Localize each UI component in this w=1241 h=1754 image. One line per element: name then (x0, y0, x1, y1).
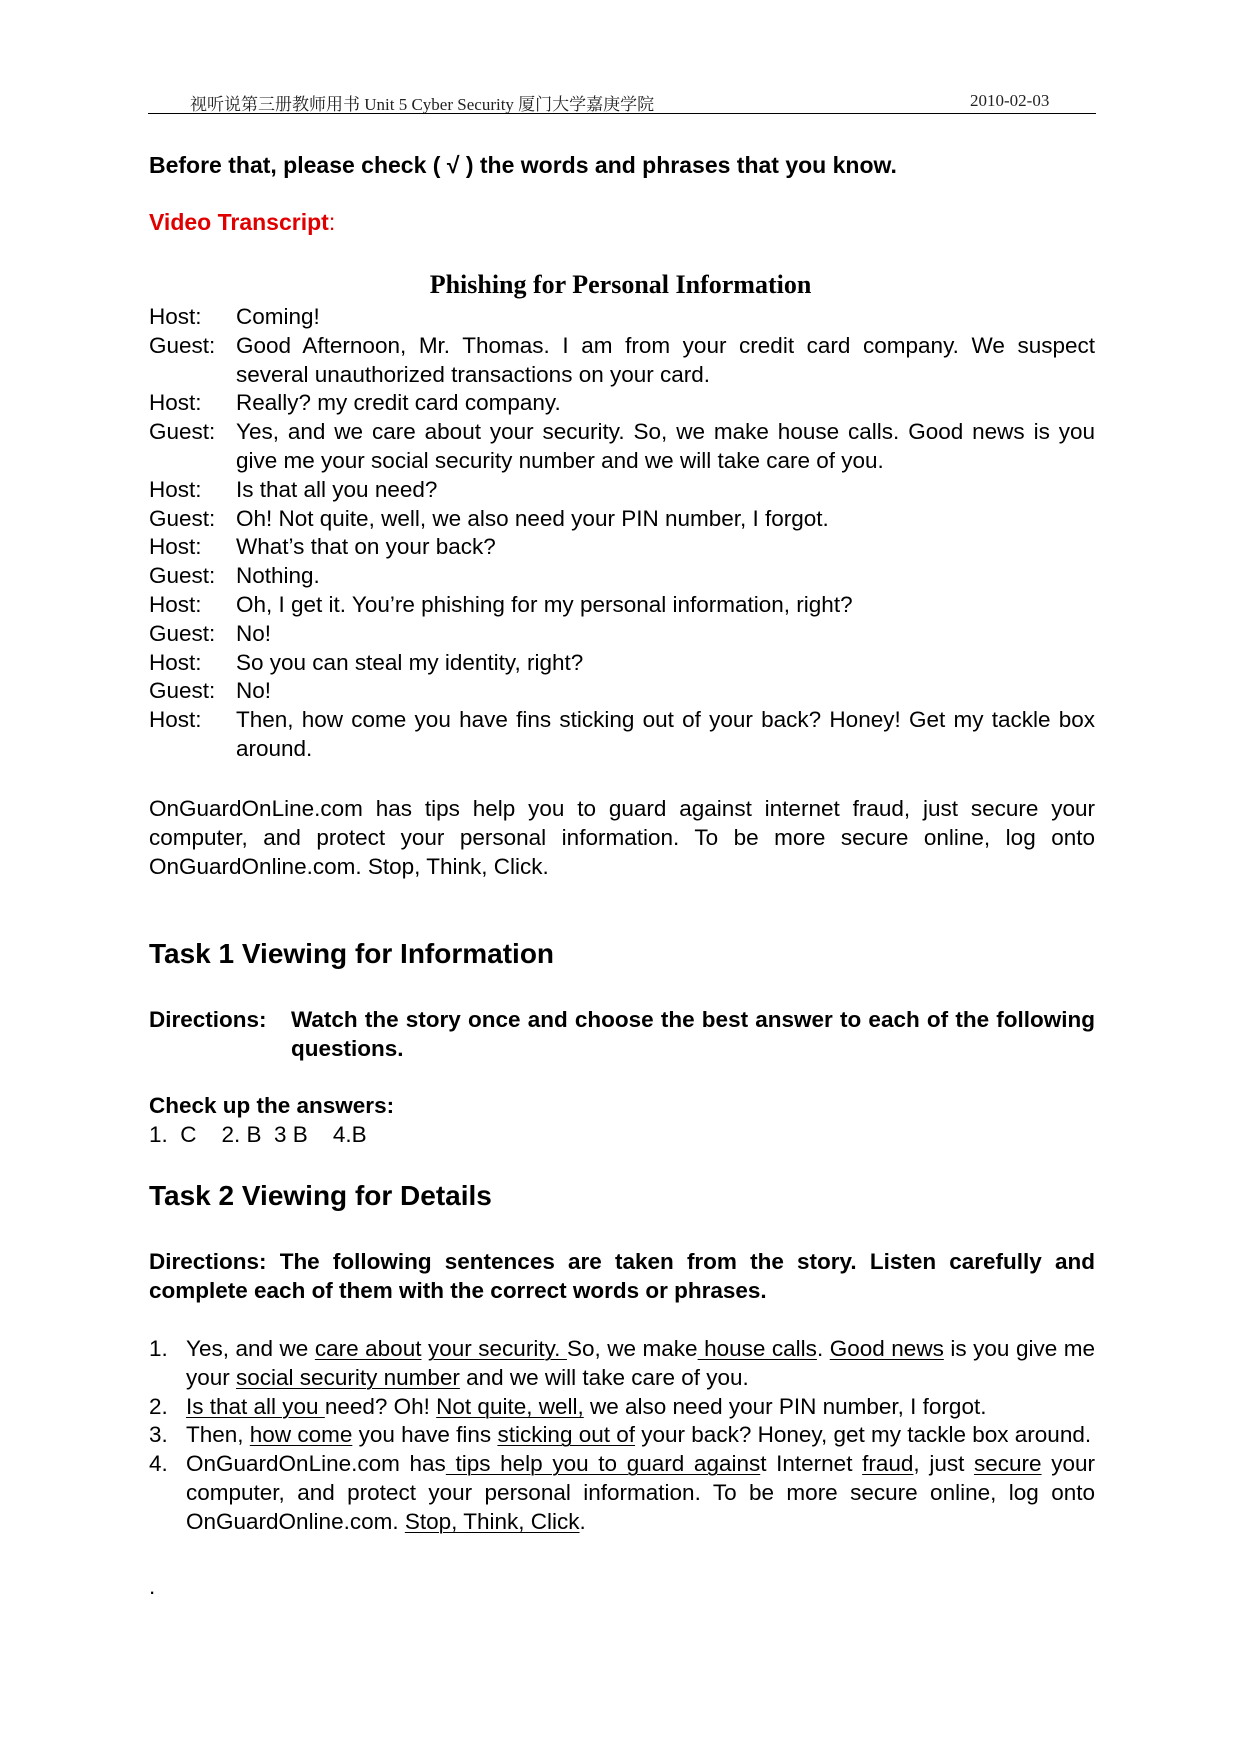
speaker-label: Guest: (149, 332, 216, 358)
dialogue-text: Yes, and we care about your security. So, we make house calls. Good news is you give me your social security number and we will take care of you. (236, 419, 1095, 473)
speaker-label: Guest: (149, 678, 216, 704)
dialogue-text: So you can steal my identity, right? (236, 649, 584, 675)
speaker-label: Guest: (149, 620, 216, 646)
speaker-label: Guest: (149, 563, 216, 589)
answer-blank: Stop, Think, Click (404, 1508, 580, 1534)
sentence-text: . (579, 1508, 586, 1534)
sentence-text: you have fins (352, 1422, 498, 1448)
task1-directions-label: Directions: (149, 1007, 267, 1032)
video-transcript-colon: : (328, 209, 336, 235)
speaker-label: Guest: (149, 419, 216, 445)
task1-title: Task 1 Viewing for Information (149, 938, 555, 969)
item-sentence (186, 1450, 1095, 1536)
check-answers-label: Check up the answers: (149, 1093, 395, 1118)
sentence-text: Yes, and we (186, 1336, 315, 1361)
transcript-title: Phishing for Personal Information (429, 270, 812, 299)
dialogue-text: Coming! (236, 304, 320, 329)
sentence-text: we also need your PIN number, I forgot. (583, 1393, 987, 1419)
dialogue-line (149, 418, 1095, 476)
sentence-text: need? Oh! (324, 1393, 437, 1419)
answer-blank: your security. (428, 1336, 567, 1361)
dialogue-text: Good Afternoon, Mr. Thomas. I am from your credit card company. We suspect several unauthorized transactions on your card. (236, 332, 1095, 387)
closing-paragraph: OnGuardOnLine.com has tips help you to guard against internet fraud, just secure your computer, and protect your personal information. To be more secure online, log onto OnGuardOnline.com. Stop, Think, Click. (149, 796, 1095, 879)
answer-blank: fraud (862, 1451, 914, 1477)
dialogue-text: Nothing. (236, 563, 320, 589)
dialogue-line (149, 591, 1095, 620)
sentence-text: and we will take care of you. (459, 1364, 749, 1390)
speaker-label: Host: (149, 591, 202, 617)
answer-blank: social security number (236, 1364, 460, 1390)
dialogue-line (149, 476, 1095, 505)
sentence-text: t Internet (760, 1451, 863, 1477)
item-number: 1. (149, 1336, 168, 1361)
task2-list (149, 1335, 1095, 1537)
sentence-text: So, we make (566, 1336, 698, 1361)
item-number: 3. (149, 1422, 168, 1448)
dialogue-text: Really? my credit card company. (236, 390, 561, 416)
dialogue-line (149, 389, 1095, 418)
sentence-text: . (816, 1336, 830, 1361)
header-date: 2010-02-03 (970, 91, 1050, 110)
task2-item (149, 1335, 1095, 1393)
answer-blank: how come (249, 1422, 353, 1448)
task1-directions (149, 1006, 1095, 1064)
task2-item (149, 1450, 1095, 1536)
answer-blank: Is that all you (186, 1393, 325, 1419)
answer-blank: house calls (697, 1336, 817, 1361)
speaker-label: Host: (149, 649, 202, 675)
dialogue-line (149, 562, 1095, 591)
sentence-text: Then, (186, 1422, 250, 1448)
dialogue-text: No! (236, 678, 272, 704)
header-rule (148, 113, 1096, 114)
speaker-label: Guest: (149, 505, 216, 531)
dialogue-text: Then, how come you have fins sticking out of your back? Honey! Get my tackle box around. (236, 707, 1095, 761)
item-sentence (186, 1421, 1095, 1450)
dialogue-line (149, 620, 1095, 649)
dialogue-line (149, 649, 1095, 678)
answer-blank: care about (314, 1336, 422, 1361)
task1-directions-text: Watch the story once and choose the best answer to each of the following questions. (291, 1007, 1095, 1061)
answer-blank: Not quite, well, (436, 1393, 584, 1419)
task2-directions: Directions: The following sentences are taken from the story. Listen carefully and complete each of them with the correct words or phrases. (149, 1249, 1095, 1303)
trailing-dot: . (149, 1574, 156, 1599)
sentence-text: is you give me your (186, 1336, 1096, 1390)
dialogue-text: Is that all you need? (236, 476, 438, 502)
dialogue-line (149, 332, 1095, 390)
dialogue (149, 303, 1095, 764)
video-transcript-label: Video Transcript (149, 209, 329, 235)
task2-item (149, 1393, 1095, 1422)
sentence-text: OnGuardOnLine.com has (186, 1451, 446, 1477)
speaker-label: Host: (149, 534, 202, 560)
item-number: 2. (149, 1393, 168, 1419)
sentence-text: , just (913, 1451, 975, 1477)
dialogue-text: Oh, I get it. You’re phishing for my personal information, right? (236, 591, 853, 617)
task2-title: Task 2 Viewing for Details (149, 1180, 492, 1211)
check-instruction: Before that, please check ( √ ) the words and phrases that you know. (149, 152, 897, 178)
speaker-label: Host: (149, 304, 202, 329)
video-transcript-heading (149, 209, 335, 236)
dialogue-text: No! (236, 620, 272, 646)
item-number: 4. (149, 1451, 168, 1477)
dialogue-line (149, 677, 1095, 706)
item-sentence (186, 1335, 1095, 1393)
sentence-text: your back? Honey, get my tackle box around. (635, 1422, 1092, 1448)
sentence-text: your computer, and protect your personal information. To be more secure online, log onto OnGuardOnline.com. (186, 1451, 1095, 1534)
answer-blank: Good news (829, 1336, 944, 1361)
item-sentence (186, 1393, 1095, 1422)
dialogue-line (149, 706, 1095, 764)
speaker-label: Host: (149, 390, 202, 416)
dialogue-line (149, 533, 1095, 562)
dialogue-line (149, 303, 1095, 332)
dialogue-text: Oh! Not quite, well, we also need your PIN number, I forgot. (236, 505, 829, 531)
dialogue-text: What’s that on your back? (236, 534, 496, 560)
running-header: 视听说第三册教师用书 Unit 5 Cyber Security 厦门大学嘉庚学院 (190, 95, 655, 114)
speaker-label: Host: (149, 476, 202, 502)
speaker-label: Host: (149, 707, 202, 733)
answer-blank: sticking out of (497, 1422, 636, 1448)
answer-blank: secure (974, 1451, 1042, 1477)
dialogue-line (149, 505, 1095, 534)
answer-blank: tips help you to guard agains (445, 1451, 761, 1477)
task2-item (149, 1421, 1095, 1450)
task1-answers: 1. C 2. B 3 B 4.B (149, 1122, 367, 1147)
